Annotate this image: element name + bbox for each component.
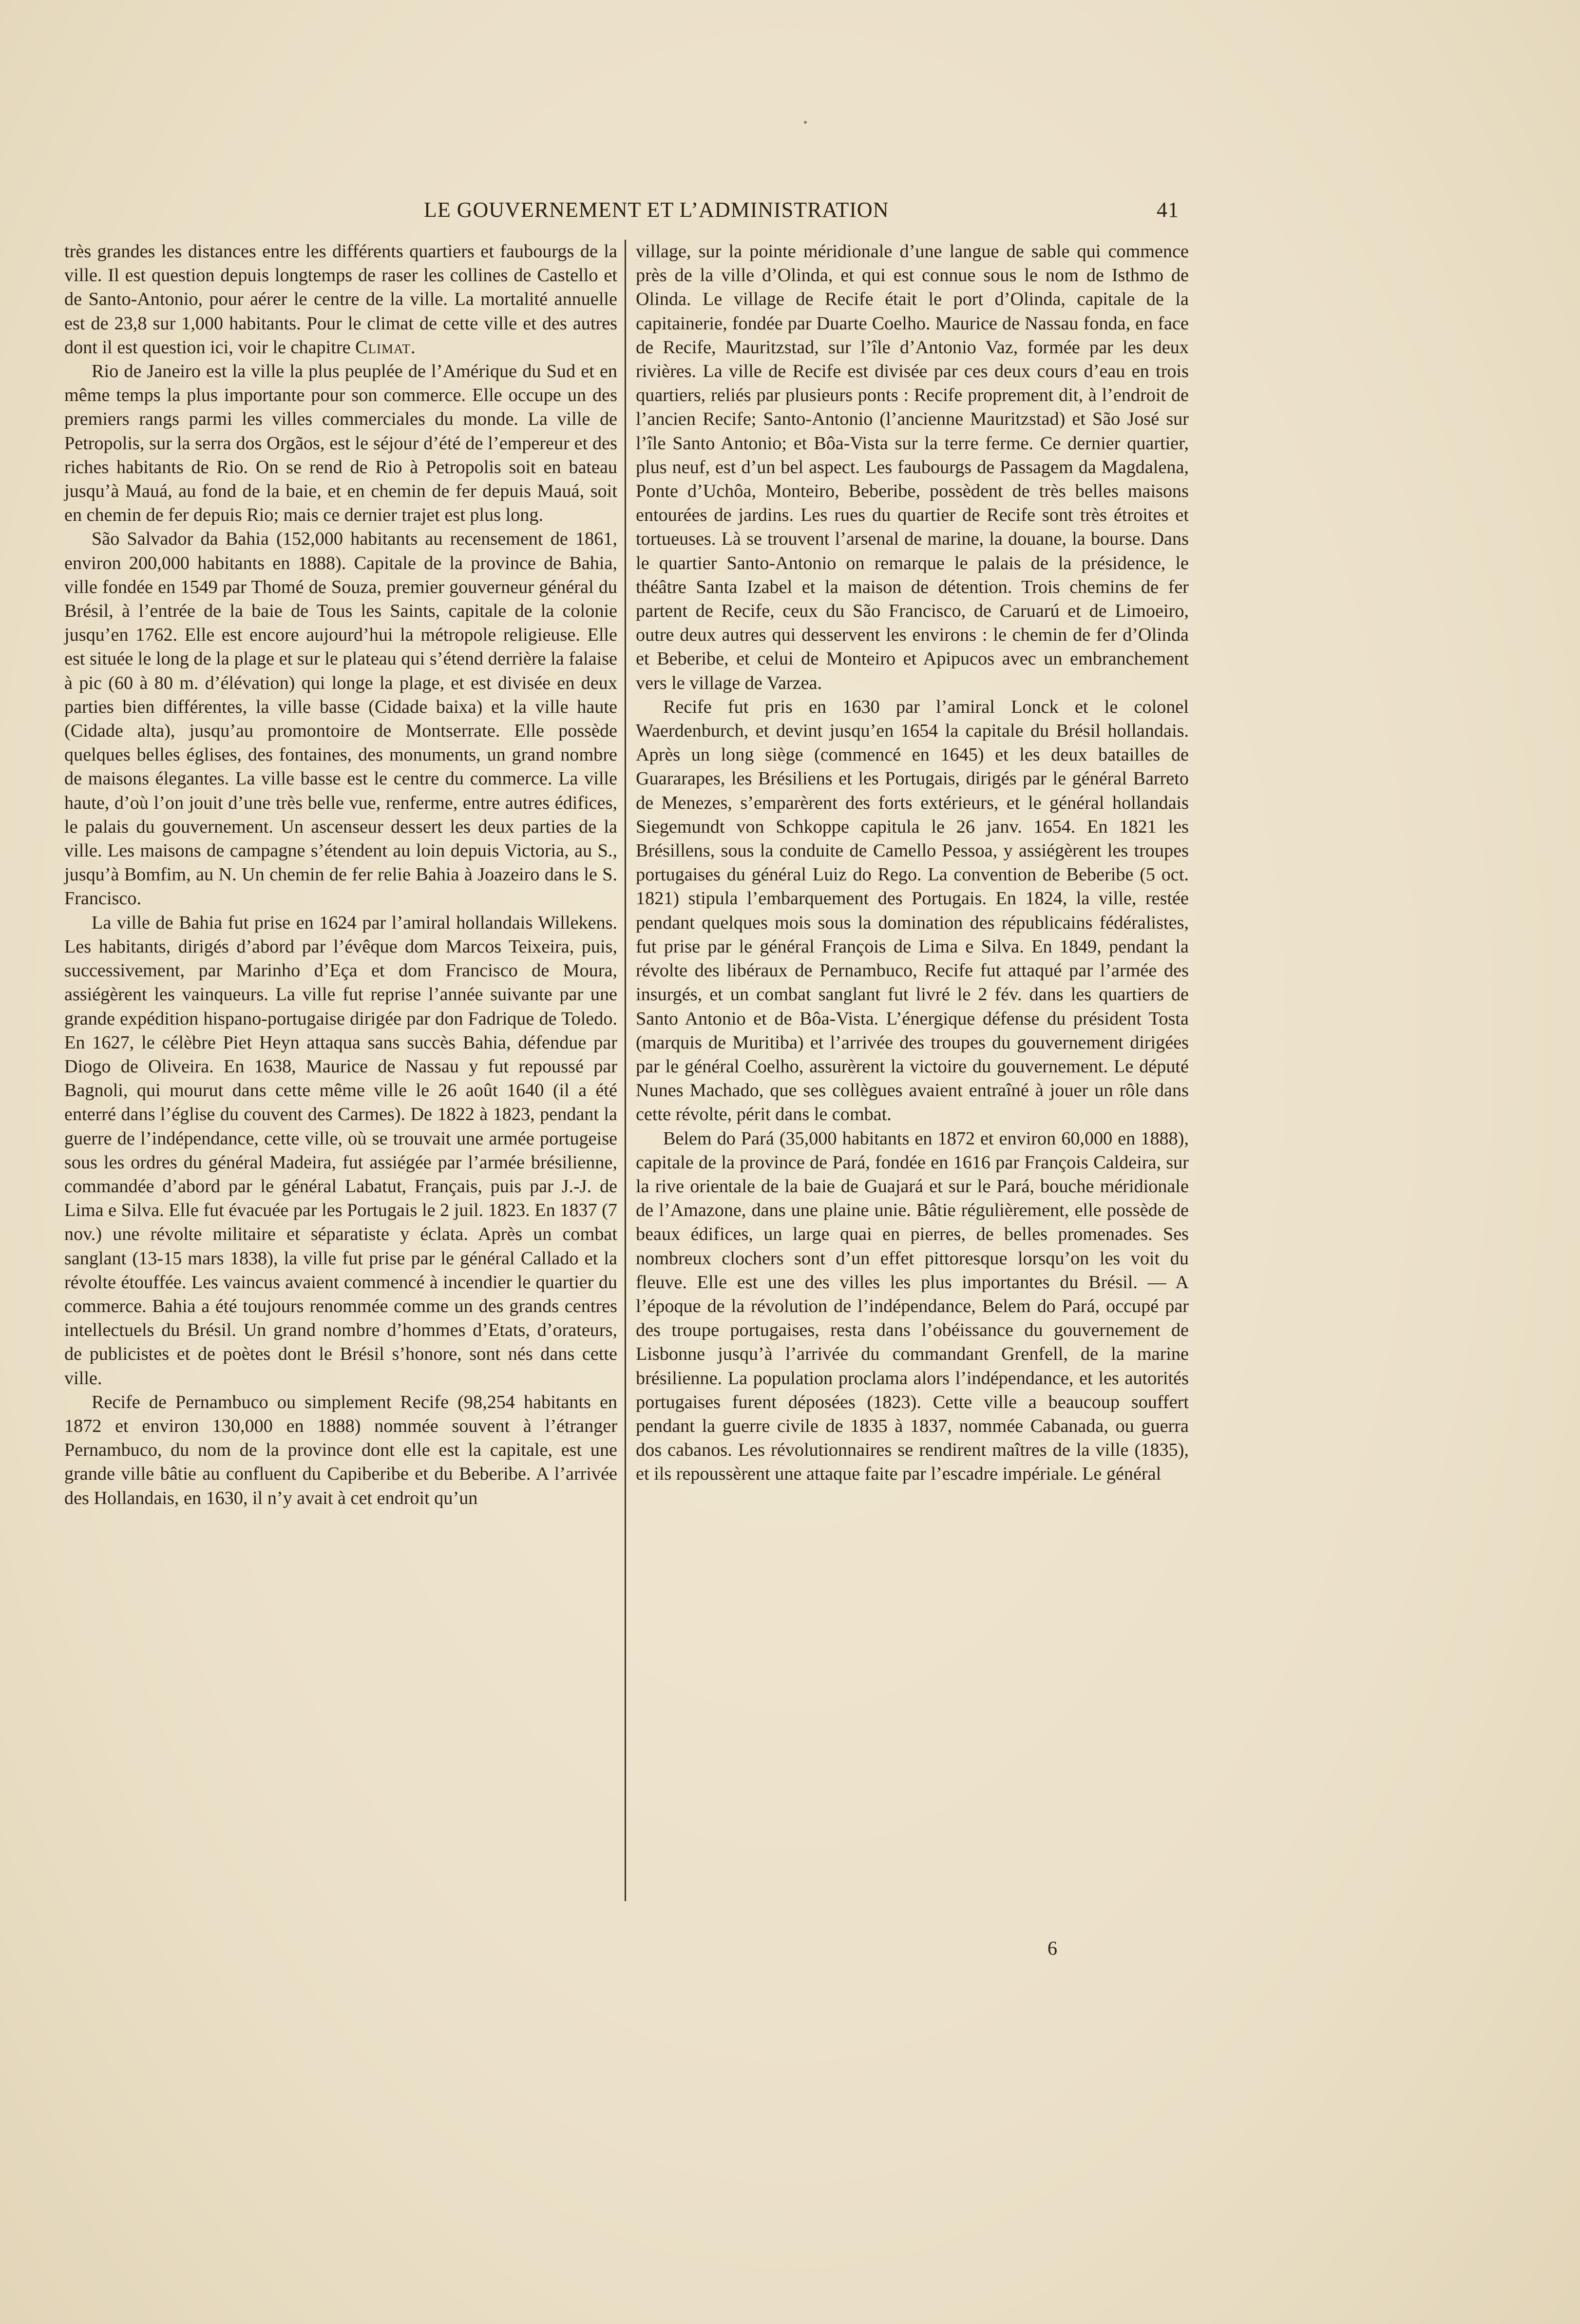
- paragraph: village, sur la pointe méridionale d’une langue de sable qui commence près de la ville d’Olinda, et qui est connue sous le nom de Isthmo de Olinda. Le village de Recife était le port d’Olinda, capitale de la capitainerie, fondée par Duarte Coelho. Maurice de Nassau fonda, en face de Recife, Mauritzstad, sur l’île d’Antonio Vaz, formée par les deux rivières. La ville de Recife est divisée par ces deux cours d’eau en trois quartiers, reliés par plusieurs ponts : Recife proprement dit, à l’endroit de l’ancien Recife; Santo-Antonio (l’ancienne Mauritzstad) et São José sur l’île Santo Antonio; et Bôa-Vista sur la terre ferme. Ce dernier quartier, plus neuf, est d’un bel aspect. Les faubourgs de Passagem da Magdalena, Ponte d’Uchôa, Monteiro, Beberibe, possèdent de très belles maisons entourées de jardins. Les rues du quartier de Recife sont très étroites et tortueuses. Là se trouvent l’arsenal de marine, la douane, la bourse. Dans le quartier Santo-Antonio on remarque le palais de la présidence, le théâtre Santa Izabel et la maison de détention. Trois chemins de fer partent de Recife, ceux du São Francisco, de Caruarú et de Limoeiro, outre deux autres qui desservent les environs : le chemin de fer d’Olinda et Beberibe, et celui de Monteiro et Apipucos avec un embranchement vers le village de Varzea.: [636, 241, 1189, 693]
- page-header: [63, 197, 1179, 231]
- left-column: [64, 240, 617, 1510]
- page-number: 41: [1157, 198, 1179, 222]
- paragraph: La ville de Bahia fut prise en 1624 par l’amiral hollandais Willekens. Les habitants, dirigés d’abord par l’évêque dom Marcos Teixeira, puis, successivement, par Marinho d’Eça et dom Francisco de Moura, assiégèrent les vainqueurs. La ville fut reprise l’année suivante par une grande expédition hispano-portugaise dirigée par don Fadrique de Toledo. En 1627, le célèbre Piet Heyn attaqua sans succès Bahia, défendue par Diogo de Oliveira. En 1638, Maurice de Nassau y fut repoussé par Bagnoli, qui mourut dans cette même ville le 26 août 1640 (il a été enterré dans l’église du couvent des Carmes). De 1822 à 1823, pendant la guerre de l’indépendance, cette ville, où se trouvait une armée portugeise sous les ordres du général Madeira, fut assiégée par l’armée brésilienne, commandée d’abord par le général Labatut, Français, puis par J.-J. de Lima e Silva. Elle fut évacuée par les Portugais le 2 juil. 1823. En 1837 (7 nov.) une révolte militaire et séparatiste y éclata. Après un combat sanglant (13-15 mars 1838), la ville fut prise par le général Callado et la révolte étouffée. Les vaincus avaient commencé à incendier le quartier du commerce. Bahia a été toujours renommée comme un des grands centres intellectuels du Brésil. Un grand nombre d’hommes d’Etats, d’orateurs, de publicistes et de poètes dont le Brésil s’honore, sont nés dans cette ville.: [64, 912, 617, 1389]
- chapter-reference: Climat.: [355, 337, 416, 358]
- signature-mark: 6: [1047, 1937, 1057, 1959]
- paper-speck: [804, 121, 807, 124]
- running-title: LE GOUVERNEMENT ET L’ADMINISTRATION: [424, 198, 889, 222]
- right-column: [636, 240, 1189, 1486]
- paragraph: Rio de Janeiro est la ville la plus peuplée de l’Amérique du Sud et en même temps la plus importante pour son commerce. Elle occupe un des premiers rangs parmi les villes commerciales du monde. La ville de Petropolis, sur la serra dos Orgãos, est le séjour d’été de l’empereur et des riches habitants de Rio. On se rend de Rio à Petropolis soit en bateau jusqu’à Mauá, au fond de la baie, et en chemin de fer depuis Mauá, soit en chemin de fer depuis Rio; mais ce dernier trajet est plus long.: [64, 361, 617, 526]
- paragraph: Recife de Pernambuco ou simplement Recife (98,254 habitants en 1872 et environ 130,000 en 1888) nommée souvent à l’étranger Pernambuco, du nom de la province dont elle est la capitale, est une grande ville bâtie au confluent du Capiberibe et du Beberibe. A l’arrivée des Hollandais, en 1630, il n’y avait à cet endroit qu’un: [64, 1391, 617, 1508]
- paragraph-text: très grandes les distances entre les différents quartiers et faubourgs de la ville. Il est question depuis longtemps de raser les collines de Castello et de Santo-Antonio, pour aérer le centre de la ville. La mortalité annuelle est de 23,8 sur 1,000 habitants. Pour le climat de cette ville et des autres dont il est question ici, voir le chapitre: [64, 241, 617, 358]
- paragraph: São Salvador da Bahia (152,000 habitants au recensement de 1861, environ 200,000 habitants en 1888). Capitale de la province de Bahia, ville fondée en 1549 par Thomé de Souza, premier gouverneur général du Brésil, à l’entrée de la baie de Tous les Saints, capitale de la colonie jusqu’en 1762. Elle est encore aujourd’hui la métropole religieuse. Elle est située le long de la plage et sur le plateau qui s’étend derrière la falaise à pic (60 à 80 m. d’élévation) qui longe la plage, et est divisée en deux parties bien différentes, la ville basse (Cidade baixa) et la ville haute (Cidade alta), jusqu’au promontoire de Montserrate. Elle possède quelques belles églises, des fontaines, des monuments, un grand nombre de maisons élegantes. La ville basse est le centre du commerce. La ville haute, d’où l’on jouit d’une très belle vue, renferme, entre autres édifices, le palais du gouvernement. Un ascenseur dessert les deux parties de la ville. Les maisons de campagne s’étendent au loin depuis Victoria, au S., jusqu’à Bomfim, au N. Un chemin de fer relie Bahia à Joazeiro dans le S. Francisco.: [64, 529, 617, 909]
- paragraph: Recife fut pris en 1630 par l’amiral Lonck et le colonel Waerdenburch, et devint jusqu’en 1654 la capitale du Brésil hollandais. Après un long siège (commencé en 1645) et les deux batailles de Guararapes, les Brésiliens et les Portugais, dirigés par le général Barreto de Menezes, s’emparèrent des forts extérieurs, et le général hollandais Siegemundt von Schkoppe capitula le 26 janv. 1654. En 1821 les Brésillens, sous la conduite de Camello Pessoa, y assiégèrent les troupes portugaises du général Luiz do Rego. La convention de Beberibe (5 oct. 1821) stipula l’embarquement des Portugais. En 1824, la ville, restée pendant quelques mois sous la domination des républicains fédéralistes, fut prise par le général François de Lima e Silva. En 1849, pendant la révolte des libéraux de Pernambuco, Recife fut attaqué par l’armée des insurgés, et un combat sanglant fut livré le 2 fév. dans les quartiers de Santo Antonio et de Bôa-Vista. L’énergique défense du président Tosta (marquis de Muritiba) et l’arrivée des troupes du gouvernement dirigées par le général Coelho, assurèrent la victoire du gouvernement. Le député Nunes Machado, que ses collègues avaient entraîné à jouer un rôle dans cette révolte, périt dans le combat.: [636, 696, 1189, 1125]
- column-divider: [625, 240, 626, 1901]
- paragraph: [64, 240, 617, 360]
- paragraph: Belem do Pará (35,000 habitants en 1872 et environ 60,000 en 1888), capitale de la province de Pará, fondée en 1616 par François Caldeira, sur la rive orientale de la baie de Guajará et sur le Pará, bouche méridionale de l’Amazone, dans une plaine unie. Bâtie régulièrement, elle possède de beaux édifices, un large quai en pierres, de belles promenades. Ses nombreux clochers sont d’un effet pittoresque lorsqu’on les voit du fleuve. Elle est une des villes les plus importantes du Brésil. — A l’époque de la révolution de l’indépendance, Belem do Pará, occupé par des troupe portugaises, resta dans l’obéissance du gouvernement de Lisbonne jusqu’à l’arrivée du commandant Grenfell, de la marine brésilienne. La population proclama alors l’indépendance, et les autorités portugaises furent déposées (1823). Cette ville a beaucoup souffert pendant la guerre civile de 1835 à 1837, nommée Cabanada, ou guerra dos cabanos. Les révolutionnaires se rendirent maîtres de la ville (1835), et ils repoussèrent une attaque faite par l’escadre impériale. Le général: [636, 1128, 1189, 1485]
